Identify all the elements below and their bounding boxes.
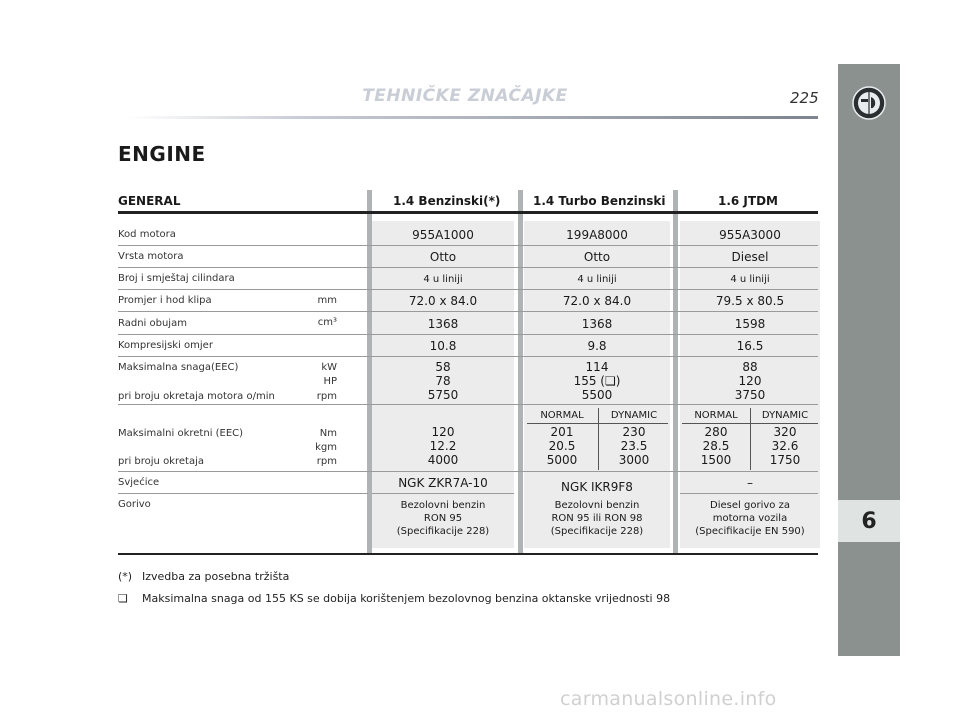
- cell-displacement-1: 1368: [427, 317, 459, 331]
- mode-dynamic-label: DYNAMIC: [761, 410, 809, 421]
- mode-normal-label: NORMAL: [540, 410, 584, 421]
- mode-normal-label: NORMAL: [694, 410, 738, 421]
- fuel-line: Bezolovni benzin: [400, 500, 486, 511]
- torque-kgm: 12.2: [429, 439, 457, 453]
- column-header-general: GENERAL: [118, 194, 181, 208]
- row-label-engine-code: Kod motora: [118, 229, 176, 240]
- cell-engine-code-3: 955A3000: [719, 228, 781, 242]
- column-header-14-turbo: 1.4 Turbo Benzinski: [533, 194, 666, 208]
- cell-power-2: [524, 360, 670, 402]
- torque-nm: 320: [773, 425, 797, 439]
- cell-displacement-3: 1598: [734, 317, 766, 331]
- row-label-displacement: Radni obujam: [118, 318, 187, 329]
- header-underline: [118, 211, 818, 214]
- cell-fuel-1: [372, 499, 514, 538]
- cell-torque-1: [372, 425, 514, 467]
- torque-rpm: 1500: [700, 453, 732, 467]
- cell-torque-2-normal: [527, 425, 597, 467]
- torque-kgm: 32.6: [771, 439, 799, 453]
- torque-kgm: 20.5: [548, 439, 576, 453]
- torque-nm: 201: [550, 425, 574, 439]
- unit-kgm: kgm: [315, 442, 337, 453]
- torque-nm: 120: [431, 425, 455, 439]
- power-kw: 88: [742, 360, 758, 374]
- fuel-line: RON 95 ili RON 98: [551, 513, 643, 524]
- cell-torque-3-dynamic: [751, 425, 819, 467]
- fuel-line: motorna vozila: [712, 513, 788, 524]
- row-rule: [118, 334, 818, 335]
- cell-engine-code-1: 955A1000: [412, 228, 474, 242]
- cell-torque-3-normal: [682, 425, 750, 467]
- unit-nm: Nm: [319, 428, 337, 439]
- fuel-line: Diesel gorivo za: [710, 500, 790, 511]
- chapter-tab[interactable]: 6: [838, 500, 900, 542]
- row-rule: [118, 311, 818, 312]
- cell-bore-stroke-2: 72.0 x 84.0: [562, 294, 632, 308]
- cell-engine-code-2: 199A8000: [566, 228, 628, 242]
- cell-cylinders-2: 4 u liniji: [577, 274, 617, 285]
- page-header-title: TEHNIČKE ZNAČAJKE: [362, 86, 568, 106]
- cell-bore-stroke-3: 79.5 x 80.5: [715, 294, 785, 308]
- power-hp: 120: [738, 374, 762, 388]
- cell-cycle-1: Otto: [429, 250, 457, 264]
- cell-compression-2: 9.8: [587, 339, 607, 353]
- mode-dynamic-label: DYNAMIC: [610, 410, 658, 421]
- row-label-power-rpm: pri broju okretaja motora o/min: [118, 391, 275, 402]
- row-rule: [118, 245, 818, 246]
- column-header-14-benzinski: 1.4 Benzinski(*): [393, 194, 501, 208]
- cell-bore-stroke-1: 72.0 x 84.0: [408, 294, 478, 308]
- cell-cycle-2: Otto: [583, 250, 611, 264]
- footnote-mark: ❏: [118, 592, 128, 605]
- row-rule: [372, 493, 514, 494]
- fuel-line: (Specifikacije EN 590): [695, 526, 805, 537]
- power-rpm: 3750: [734, 388, 766, 402]
- cell-cycle-3: Diesel: [731, 250, 769, 264]
- cell-cylinders-3: 4 u liniji: [730, 274, 770, 285]
- table-bottom-rule: [118, 553, 818, 555]
- cell-compression-1: 10.8: [429, 339, 457, 353]
- row-label-power: Maksimalna snaga(EEC): [118, 362, 239, 373]
- power-rpm: 5500: [581, 388, 613, 402]
- torque-rpm: 1750: [769, 453, 801, 467]
- torque-rpm: 5000: [546, 453, 578, 467]
- fuel-line: Bezolovni benzin: [554, 500, 640, 511]
- section-title: ENGINE: [118, 142, 206, 166]
- row-label-spark-plugs: Svjećice: [118, 477, 160, 488]
- unit-cm3: cm³: [317, 317, 337, 328]
- unit-kw: kW: [321, 362, 337, 373]
- torque-kgm: 23.5: [620, 439, 648, 453]
- page-number: 225: [790, 89, 819, 107]
- unit-mm: mm: [317, 295, 337, 306]
- cell-power-3: [680, 360, 820, 402]
- row-label-compression: Kompresijski omjer: [118, 340, 213, 351]
- unit-hp: HP: [323, 376, 337, 387]
- power-rpm: 5750: [427, 388, 459, 402]
- chapter-sidebar: [838, 64, 900, 656]
- row-rule: [118, 471, 818, 472]
- row-rule: [680, 493, 818, 494]
- unit-rpm: rpm: [316, 391, 337, 402]
- row-rule: [118, 267, 818, 268]
- power-kw: 58: [435, 360, 451, 374]
- torque-nm: 280: [704, 425, 728, 439]
- row-rule: [118, 356, 818, 357]
- cell-spark-plugs-2: NGK IKR9F8: [561, 480, 633, 494]
- row-rule: [118, 404, 818, 405]
- torque-rpm: 3000: [618, 453, 650, 467]
- cell-torque-2-dynamic: [599, 425, 669, 467]
- fuel-line: (Specifikacije 228): [550, 526, 644, 537]
- cell-compression-3: 16.5: [736, 339, 764, 353]
- watermark: carmanualsonline.info: [560, 688, 777, 710]
- header-rule: [128, 116, 818, 119]
- footnote-text: Izvedba za posebna tržišta: [142, 570, 290, 583]
- row-rule: [118, 289, 818, 290]
- cell-fuel-2: [524, 499, 670, 538]
- footnote-text: Maksimalna snaga od 155 KS se dobija korištenjem bezolovnog benzina oktanske vrijednosti 98: [142, 592, 671, 605]
- torque-nm: 230: [622, 425, 646, 439]
- row-label-cylinders: Broj i smještaj cilindara: [118, 273, 235, 284]
- row-label-torque-rpm: pri broju okretaja: [118, 456, 204, 467]
- power-kw: 114: [585, 360, 609, 374]
- alfa-romeo-logo-icon: [852, 86, 886, 120]
- row-label-fuel: Gorivo: [118, 499, 151, 510]
- torque-kgm: 28.5: [702, 439, 730, 453]
- row-rule: [118, 493, 368, 494]
- unit-rpm: rpm: [316, 456, 337, 467]
- cell-spark-plugs-3: –: [747, 476, 753, 490]
- power-hp: 155 (❏): [573, 374, 621, 388]
- torque-rpm: 4000: [427, 453, 459, 467]
- cell-spark-plugs-1: NGK ZKR7A-10: [398, 476, 488, 490]
- fuel-line: (Specifikacije 228): [396, 526, 490, 537]
- footnote-mark: (*): [118, 570, 133, 583]
- cell-fuel-3: [680, 499, 820, 538]
- fuel-line: RON 95: [423, 513, 463, 524]
- row-label-bore-stroke: Promjer i hod klipa: [118, 295, 212, 306]
- cell-cylinders-1: 4 u liniji: [423, 274, 463, 285]
- power-hp: 78: [435, 374, 451, 388]
- row-label-cycle: Vrsta motora: [118, 251, 184, 262]
- row-label-torque: Maksimalni okretni (EEC): [118, 428, 244, 439]
- column-header-16-jtdm: 1.6 JTDM: [718, 194, 778, 208]
- cell-power-1: [372, 360, 514, 402]
- cell-displacement-2: 1368: [581, 317, 613, 331]
